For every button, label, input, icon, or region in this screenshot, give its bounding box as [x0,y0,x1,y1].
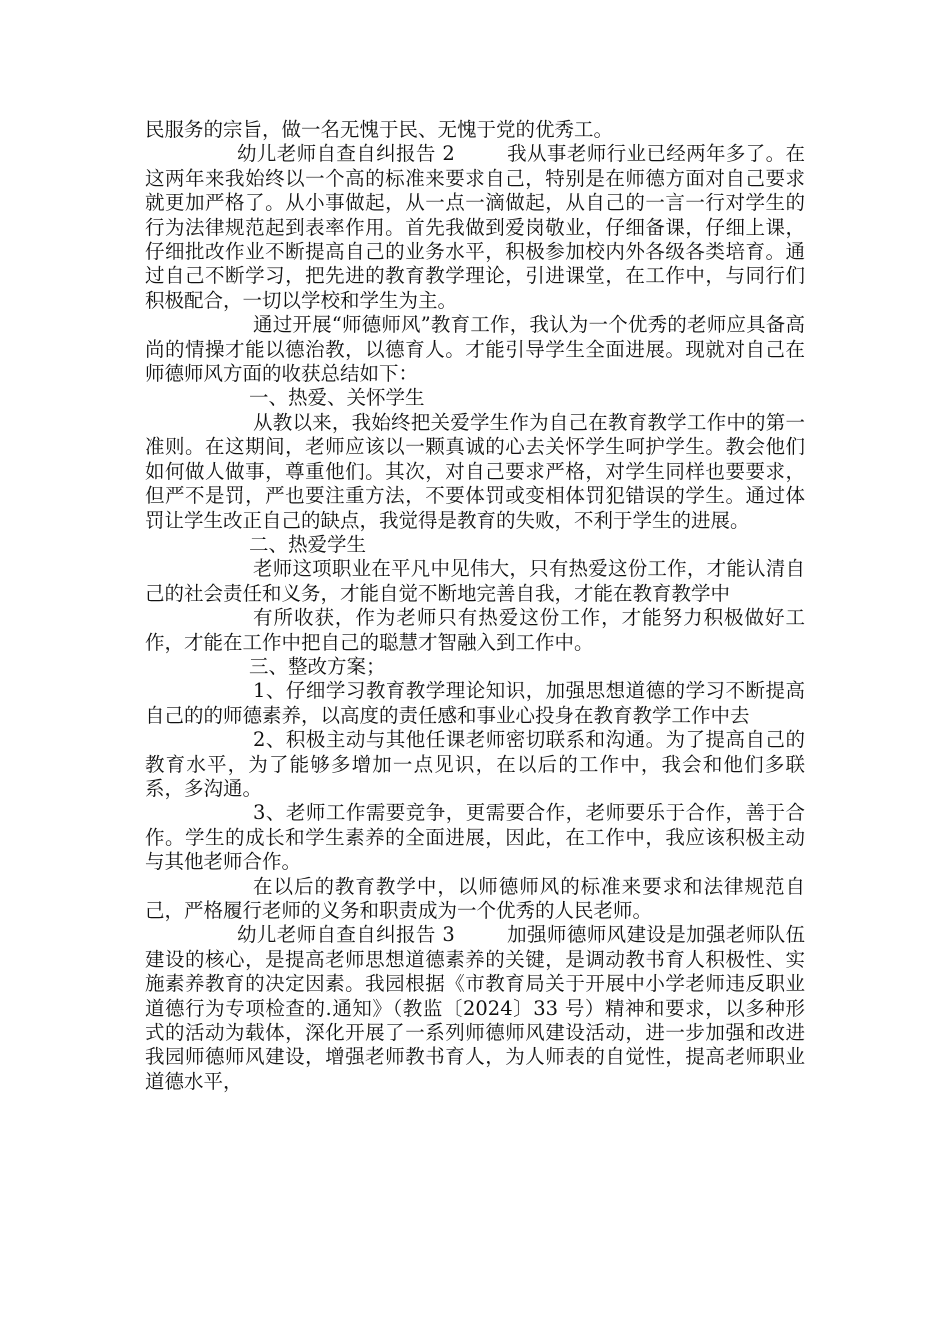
paragraph-report-2-intro [145,142,805,313]
section-heading-2: 二、热爱学生 [249,532,367,556]
plan-item-1: 1、仔细学习教育教学理论知识，加强思想道德的学习不断提高自己的的师德素养，以高度的责任感和事业心投身在教育教学工作中去 [145,679,805,727]
paragraph-report-3-intro [145,923,805,1094]
paragraph-love-profession-cont: 有所收获，作为老师只有热爱这份工作，才能努力积极做好工作，才能在工作中把自己的聪慧才智融入到工作中。 [145,606,805,654]
document-body [145,118,805,1094]
paragraph-closing-line: 民服务的宗旨，做一名无愧于民、无愧于党的优秀工。 [145,118,614,141]
report-3-heading: 幼儿老师自查自纠报告 3 [237,923,455,947]
report-2-body: 我从事老师行业已经两年多了。在这两年来我始终以一个高的标准来要求自己，特别是在师德方面对自己要求就更加严格了。从小事做起，从一点一滴做起，从自己的一言一行对学生的行为法律规范起到表率作用。首先我做到爱岗敬业，仔细备课，仔细上课，仔细批改作业不断提高自己的业务水平，积极参加校内外各级各类培育。通过自己不断学习，把先进的教育教学理论，引进课堂，在工作中，与同行们积极配合，一切以学校和学生为主。 [145,142,805,312]
section-heading-1: 一、热爱、关怀学生 [249,386,425,410]
paragraph-love-profession: 老师这项职业在平凡中见伟大，只有热爱这份工作，才能认清自己的社会责任和义务，才能自觉不断地完善自我，才能在教育教学中 [145,557,805,605]
plan-item-2: 2、积极主动与其他任课老师密切联系和沟通。为了提高自己的教育水平，为了能够多增加一点见识，在以后的工作中，我会和他们多联系，多沟通。 [145,728,805,800]
section-heading-3: 三、整改方案； [249,654,386,678]
paragraph-care-students: 从教以来，我始终把关爱学生作为自己在教育教学工作中的第一准则。在这期间，老师应该以一颗真诚的心去关怀学生呵护学生。教会他们如何做人做事，尊重他们。其次，对自己要求严格，对学生同样也要要求，但严不是罚，严也要注重方法，不要体罚或变相体罚犯错误的学生。通过体罚让学生改正自己的缺点，我觉得是教育的失败，不利于学生的进展。 [145,410,805,532]
report-2-heading: 幼儿老师自查自纠报告 2 [237,142,455,166]
plan-item-3: 3、老师工作需要竞争，更需要合作，老师要乐于合作，善于合作。学生的成长和学生素养的全面进展，因此，在工作中，我应该积极主动与其他老师合作。 [145,801,805,874]
paragraph-ethics-education: 通过开展“师德师风”教育工作，我认为一个优秀的老师应具备高尚的情操才能以德治教，以德育人。才能引导学生全面进展。现就对自己在师德师风方面的收获总结如下： [145,313,805,386]
paragraph-conclusion: 在以后的教育教学中，以师德师风的标准来要求和法律规范自己，严格履行老师的义务和职责成为一个优秀的人民老师。 [145,874,805,922]
report-3-body: 加强师德师风建设是加强老师队伍建设的核心，是提高老师思想道德素养的关键，是调动教书育人积极性、实施素养教育的决定因素。我园根据《市教育局关于开展中小学老师违反职业道德行为专项检查的.通知》（教监〔2024〕33 号）精神和要求，以多种形式的活动为载体，深化开展了一系列师德师风建设活动，进一步加强和改进我园师德师风建设，增强老师教书育人，为人师表的自觉性，提高老师职业道德水平， [145,923,805,1093]
